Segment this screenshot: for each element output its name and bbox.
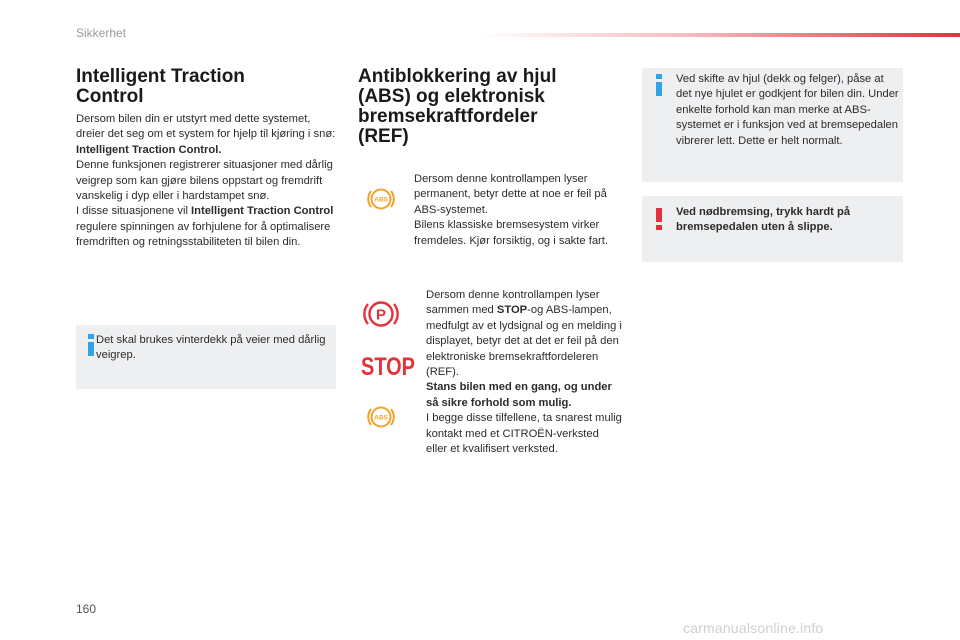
itc-title: Intelligent Traction Control	[76, 66, 245, 107]
ref-lamp-post: -og ABS-lampen, medfulgt av et lydsignal og en melding i displayet, betyr det at det er feil på den elektroniske bremsekraftfordeleren (REF).	[426, 304, 622, 379]
svg-text:STOP: STOP	[361, 353, 415, 381]
wheel-info-text: Ved skifte av hjul (dekk og felger), påse at det nye hjulet er godkjent for bilen din. Under enkelte forhold kan man merke at ABS-systemet er i funksjon ved at bremsepedalen vibrerer lett. Dette er helt normalt.	[676, 73, 899, 147]
watermark: carmanualsonline.info	[683, 620, 824, 636]
itc-p2: Denne funksjonen registrerer situasjoner med dårlig veigrep som kan gjøre bilens oppstart og fremdrift vanskelig i dyp eller i hardstampet snø.	[76, 159, 333, 203]
abs-warning-lamp-icon	[364, 400, 398, 434]
abs-lamp1-p1: Dersom denne kontrollampen lyser permanent, betyr dette at noe er feil på ABS-systemet.	[414, 173, 607, 216]
itc-p3-post: regulere spinningen av forhjulene for å optimalisere fremdriften og retningsstabiliteten til bilen din.	[76, 220, 331, 249]
itc-info-text: Det skal brukes vinterdekk på veier med dårlig veigrep.	[96, 334, 326, 362]
stop-lamp-icon	[360, 350, 416, 381]
svg-text:ABS: ABS	[374, 414, 388, 422]
page-number: 160	[76, 602, 97, 616]
braking-warning-box	[642, 196, 903, 262]
ref-lamp-end: I begge disse tilfellene, ta snarest mulig kontakt med et CITROËN-verksted eller et kvalifisert verksted.	[426, 412, 622, 456]
wheel-info-box	[642, 68, 903, 182]
abs-title: Antiblokkering av hjul (ABS) og elektronisk bremsekraftfordeler (REF)	[358, 66, 557, 147]
itc-p1-bold: Intelligent Traction Control.	[76, 143, 222, 156]
braking-warning-text: Ved nødbremsing, trykk hardt på bremsepedalen uten å slippe.	[676, 206, 851, 234]
section-header: Sikkerhet	[76, 26, 127, 40]
abs-lamp1-text	[414, 172, 618, 249]
ref-lamp-bold: Stans bilen med en gang, og under så sikre forhold som mulig.	[426, 381, 612, 409]
ref-lamp-pre: Dersom denne kontrollampen lyser sammen med	[426, 289, 600, 317]
header-rule	[480, 33, 960, 37]
svg-text:P: P	[375, 306, 387, 324]
info-icon	[656, 74, 662, 96]
itc-p1: Dersom bilen din er utstyrt med dette systemet, dreier det seg om et system for hjelp til kjøring i snø:	[76, 113, 336, 141]
svg-text:ABS: ABS	[374, 196, 388, 204]
itc-body	[76, 112, 338, 251]
exclamation-icon	[656, 208, 662, 230]
abs-lamp1-p2: Bilens klassiske bremsesystem virker fremdeles. Kjør forsiktig, og i sakte fart.	[414, 219, 608, 247]
itc-p3-pre: I disse situasjonene vil	[76, 205, 192, 218]
ref-lamp-text	[426, 288, 622, 457]
itc-p3-bold: Intelligent Traction Control	[191, 205, 334, 218]
ref-lamp-stop: STOP	[496, 304, 528, 317]
info-icon	[88, 334, 94, 356]
itc-info-box	[76, 325, 336, 389]
abs-warning-lamp-icon	[364, 182, 398, 216]
brake-warning-lamp-icon	[362, 296, 400, 332]
